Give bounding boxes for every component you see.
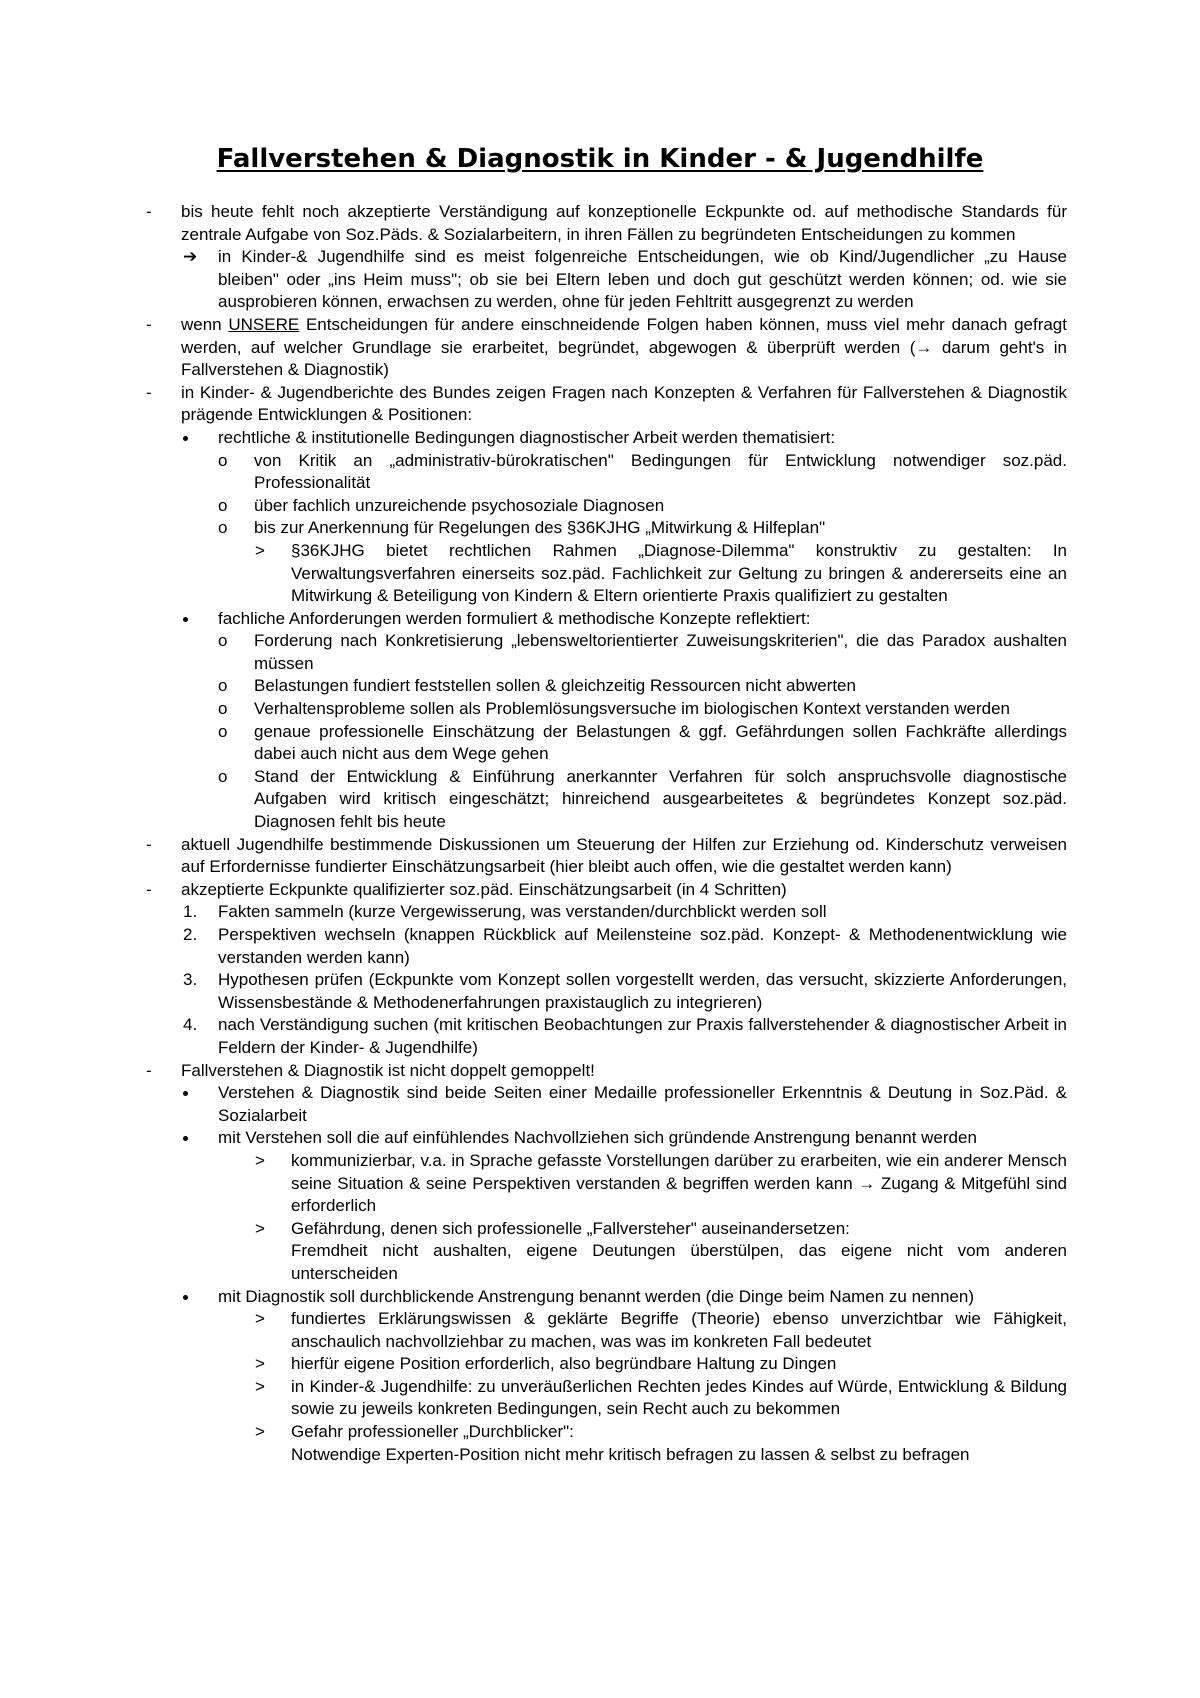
list-item: > Gefahr professioneller „Durchblicker": Notwendige Experten-Position nicht mehr kritisch befragen zu lassen & selbst zu befragen <box>255 1422 970 1464</box>
gt-bullet: > <box>255 1376 265 1396</box>
list-item: 2. Perspektiven wechseln (knappen Rückblick auf Meilensteine soz.päd. Konzept- & Methodenentwicklung wie verstanden werden kann) <box>183 925 1067 967</box>
list-item: - wenn UNSERE Entscheidungen für andere einschneidende Folgen haben können, muss viel mehr danach gefragt werden, auf welcher Grundlage sie erarbeitet, begründet, abgewogen & überprüft werden (→ darum geht's in Fallverstehen & Diagnostik) <box>146 314 1067 380</box>
list-item: mit Diagnostik soll durchblickende Anstrengung benannt werden (die Dinge beim Namen zu nennen) <box>0 1286 1067 1309</box>
circle-bullet: o <box>218 699 228 719</box>
gt-bullet: > <box>255 1309 265 1329</box>
gt-bullet: > <box>255 1150 265 1170</box>
list-item: > hierfür eigene Position erforderlich, also begründbare Haltung zu Dingen <box>0 1353 1067 1376</box>
list-item: o über fachlich unzureichende psychosoziale Diagnosen <box>0 495 1067 518</box>
list-item: o Forderung nach Konkretisierung „lebensweltorientierter Zuweisungskriterien", die das Paradox aushalten müssen <box>218 631 1067 673</box>
list-item: o bis zur Anerkennung für Regelungen des §36KJHG „Mitwirkung & Hilfeplan" <box>0 517 1067 540</box>
list-item: ➔ in Kinder-& Jugendhilfe sind es meist folgenreiche Entscheidungen, wie ob Kind/Jugendlicher „zu Hause bleiben" oder „ins Heim muss"; ob sie bei Eltern leben und doch gut geschützt werden können; od. wie sie ausprobieren können, erwachsen zu werden, ohne für jeden Fehltritt ausgegrenzt zu werden <box>183 247 1067 312</box>
list-item: o Stand der Entwicklung & Einführung anerkannter Verfahren für solch anspruchsvolle diagnostische Aufgaben wird kritisch eingeschätzt; hinreichend ausgearbeitetes & begründetes Konzept soz.päd. Diagnosen fehlt bis heute <box>218 766 1067 832</box>
list-item: > in Kinder-& Jugendhilfe: zu unveräußerlichen Rechten jedes Kindes auf Würde, Entwicklung & Bildung sowie zu jeweils konkreten Bedingungen, sein Recht auch zu bekommen <box>255 1376 1067 1419</box>
list-item: > Gefährdung, denen sich professionelle „Fallversteher" auseinandersetzen: Fremdheit nicht aushalten, eigene Deutungen überstülpen, das eigene nicht vom anderen unterscheiden <box>255 1218 1067 1283</box>
gt-bullet: > <box>255 1422 265 1442</box>
arrow-bullet-icon: ➔ <box>183 247 198 267</box>
dash-bullet: - <box>146 382 152 402</box>
list-number: 1. <box>183 902 198 922</box>
circle-bullet: o <box>218 766 228 786</box>
gt-bullet: > <box>255 540 265 560</box>
circle-bullet: o <box>218 676 228 696</box>
circle-bullet: o <box>218 495 228 515</box>
list-number: 3. <box>183 970 198 990</box>
list-item: - akzeptierte Eckpunkte qualifizierter soz.päd. Einschätzungsarbeit (in 4 Schritten) <box>0 879 1067 902</box>
list-item: > fundiertes Erklärungswissen & geklärte Begriffe (Theorie) ebenso unverzichtbar wie Fähigkeit, anschaulich nachvollziehbar zu machen, was was im konkreten Fall bedeutet <box>255 1309 1067 1351</box>
list-item: mit Verstehen soll die auf einfühlendes Nachvollziehen sich gründende Anstrengung benannt werden <box>0 1127 1067 1150</box>
list-item: > kommunizierbar, v.a. in Sprache gefasste Vorstellungen darüber zu erarbeiten, wie ein anderer Mensch seine Situation & seine Perspektiven verstanden & begriffen werden kann → Zugang & Mitgefühl sind erforderlich <box>255 1150 1067 1216</box>
list-item: fachliche Anforderungen werden formuliert & methodische Konzepte reflektiert: <box>0 608 1067 631</box>
dash-bullet: - <box>146 834 152 854</box>
list-item: - in Kinder- & Jugendberichte des Bundes zeigen Fragen nach Konzepten & Verfahren für Fallverstehen & Diagnostik prägende Entwicklungen & Positionen: <box>146 382 1067 425</box>
list-item: - bis heute fehlt noch akzeptierte Verständigung auf konzeptionelle Eckpunkte od. auf methodische Standards für zentrale Aufgabe von Soz.Päds. & Sozialarbeitern, in ihren Fällen zu begründeten Entscheidungen zu kommen <box>146 202 1067 244</box>
dash-bullet: - <box>146 879 152 899</box>
list-item: o genaue professionelle Einschätzung der Belastungen & ggf. Gefährdungen sollen Fachkräfte allerdings dabei auch nicht aus dem Wege gehen <box>218 721 1067 764</box>
list-item: - aktuell Jugendhilfe bestimmende Diskussionen um Steuerung der Hilfen zur Erziehung od. Kinderschutz verweisen auf Erfordernisse fundierter Einschätzungsarbeit (hier bleibt auch offen, wie die gestaltet werden kann) <box>146 834 1067 877</box>
bullet-dot-icon <box>183 1091 188 1096</box>
list-number: 4. <box>183 1015 198 1035</box>
list-item: o von Kritik an „administrativ-bürokratischen" Bedingungen für Entwicklung notwendiger soz.päd. Professionalität <box>218 450 1067 493</box>
circle-bullet: o <box>218 721 228 741</box>
gt-bullet: > <box>255 1354 265 1374</box>
page-title: Fallverstehen & Diagnostik in Kinder - & Jugendhilfe <box>216 144 984 174</box>
list-item: 3. Hypothesen prüfen (Eckpunkte vom Konzept sollen vorgestellt werden, das versucht, skizzierte Anforderungen, Wissensbestände & Methodenerfahrungen praxistauglich zu integrieren) <box>183 970 1067 1012</box>
list-number: 2. <box>183 925 198 944</box>
list-item: 1. Fakten sammeln (kurze Vergewisserung, was verstanden/durchblickt werden soll <box>0 901 1067 924</box>
circle-bullet: o <box>218 450 228 470</box>
document-body <box>0 201 1200 1466</box>
list-item: o Belastungen fundiert feststellen sollen & gleichzeitig Ressourcen nicht abwerten <box>0 675 1067 698</box>
bullet-dot-icon <box>183 436 188 441</box>
list-item: - Fallverstehen & Diagnostik ist nicht doppelt gemoppelt! <box>0 1060 1067 1083</box>
dash-bullet: - <box>146 202 152 221</box>
circle-bullet: o <box>218 518 228 538</box>
list-item: rechtliche & institutionelle Bedingungen diagnostischer Arbeit werden thematisiert: <box>0 427 1067 450</box>
list-item: o Verhaltensprobleme sollen als Problemlösungsversuche im biologischen Kontext verstanden werden <box>0 698 1067 721</box>
gt-bullet: > <box>255 1218 265 1238</box>
circle-bullet: o <box>218 631 228 651</box>
list-item: > §36KJHG bietet rechtlichen Rahmen „Diagnose-Dilemma" konstruktiv zu gestalten: In Verwaltungsverfahren einerseits soz.päd. Fachlichkeit zur Geltung zu bringen & andererseits eine an Mitwirkung & Beteiligung von Kindern & Eltern orientierte Praxis qualifiziert zu gestalten <box>255 540 1067 606</box>
list-item: Verstehen & Diagnostik sind beide Seiten einer Medaille professioneller Erkenntnis & Deutung in Soz.Päd. & Sozialarbeit <box>0 1082 1067 1127</box>
bullet-dot-icon <box>183 1295 188 1300</box>
underlined-word: UNSERE <box>228 314 300 334</box>
dash-bullet: - <box>146 1060 152 1080</box>
dash-bullet: - <box>146 314 152 334</box>
bullet-dot-icon <box>183 617 188 622</box>
bullet-dot-icon <box>183 1136 188 1141</box>
list-item: 4. nach Verständigung suchen (mit kritischen Beobachtungen zur Praxis fallverstehender & diagnostischer Arbeit in Feldern der Kinder- & Jugendhilfe) <box>183 1015 1067 1057</box>
